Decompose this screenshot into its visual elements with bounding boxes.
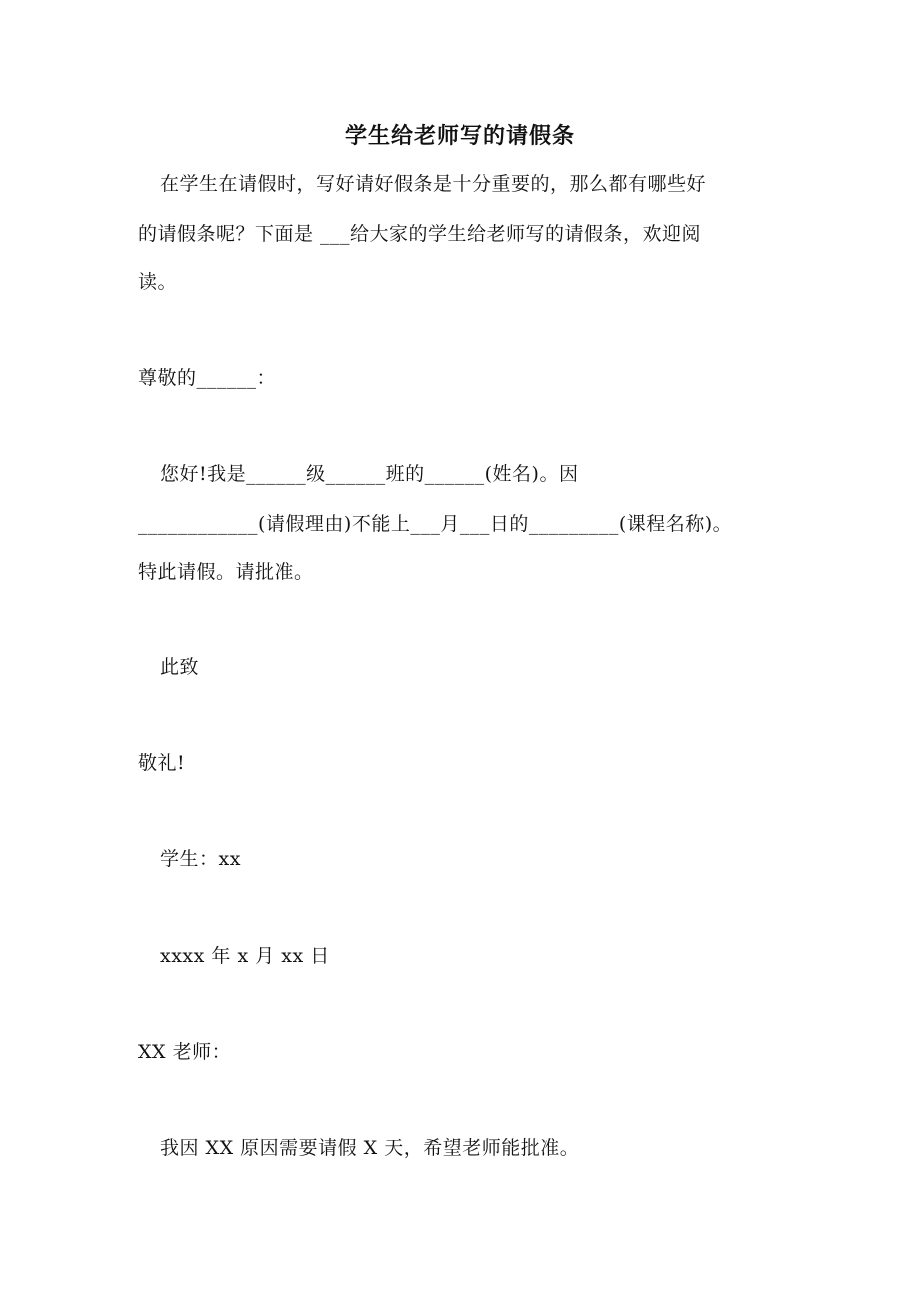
letter1-body-line-1: 您好!我是______级______班的______(姓名)。因 <box>160 463 579 485</box>
letter1-body-line-2: ____________(请假理由)不能上___月___日的_________(课程名称)。 <box>138 513 733 535</box>
letter1-body-line-3: 特此请假。请批准。 <box>138 561 314 583</box>
letter1-salutation: 尊敬的______： <box>138 367 277 389</box>
intro-line-3: 读。 <box>138 271 178 293</box>
intro-line-1: 在学生在请假时，写好请好假条是十分重要的，那么都有哪些好 <box>160 173 707 195</box>
letter2-body: 我因 XX 原因需要请假 X 天，希望老师能批准。 <box>160 1137 580 1159</box>
intro-line-2: 的请假条呢？下面是 ___给大家的学生给老师写的请假条，欢迎阅 <box>138 223 702 245</box>
letter2-salutation: XX 老师： <box>138 1041 232 1063</box>
letter1-closing-2: 敬礼! <box>138 752 186 774</box>
letter1-date: xxxx 年 x 月 xx 日 <box>160 945 330 967</box>
document-title: 学生给老师写的请假条 <box>344 123 575 149</box>
letter1-signature: 学生：xx <box>160 848 241 870</box>
letter1-closing-1: 此致 <box>160 656 200 678</box>
